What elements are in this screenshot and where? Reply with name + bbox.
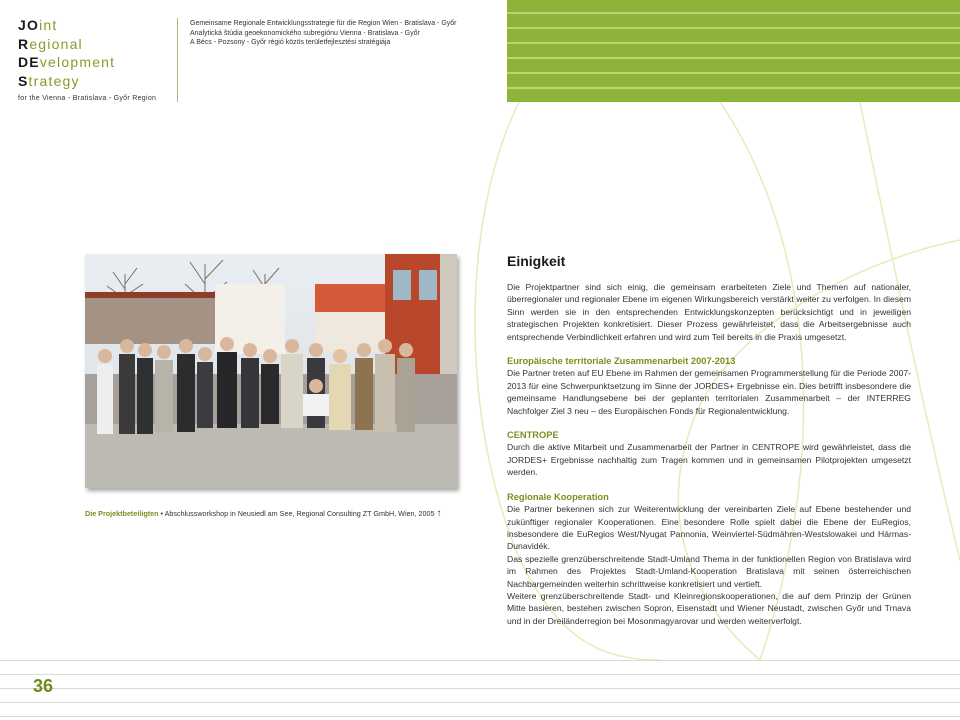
section-heading-centrope: CENTROPE (507, 430, 559, 441)
caption-text: • Abschlussworkshop in Neusiedl am See, Regional Consulting ZT GmbH, Wien, 2005 (158, 509, 435, 518)
header-title-de: Gemeinsame Regionale Entwicklungsstrategie für die Region Wien - Bratislava - Győr (190, 20, 457, 27)
jordes-logo (18, 16, 115, 90)
footer-line (0, 660, 960, 661)
photo-caption (85, 508, 442, 519)
section-regional-paragraph-3: Weitere grenzüberschreitende Stadt- und Kleinregionskooperationen, die auf dem Prinzip der Grünen Mitte basieren, bestehen zwischen Sopron, Eisenstadt und Wiener Neustadt, zwischen Győr und Trnava und in der Dreiländerregion bei Mosonmagyarovar und werden weiterverfolgt. (507, 590, 911, 626)
logo-line-2: Regional (18, 35, 83, 52)
section-centrope-paragraph: Durch die aktive Mitarbeit und Zusammenarbeit der Partner in CENTROPE wird gewährleistet, dass die JORDES+ Ergebnisse nachhaltig zum Tragen kommen und in gemeinsamen Pilotprojekten umgesetzt werden. (507, 442, 911, 478)
page-number: 36 (33, 676, 54, 696)
header-title-hu: A Bécs - Pozsony - Győr régió közös területfejlesztési stratégiája (190, 39, 391, 46)
section-heading-etz: Europäische territoriale Zusammenarbeit 2007-2013 (507, 356, 736, 367)
footer-line (0, 688, 960, 689)
logo-line-3: DEvelopment (18, 54, 116, 70)
logo-line-1: JOint (18, 17, 58, 33)
logo-subtitle: for the Vienna - Bratislava - Győr Region (18, 95, 157, 102)
footer-line (0, 716, 960, 717)
section-regional-paragraph-1: Die Partner bekennen sich zur Weiterentwicklung der vereinbarten Ziele auf Ebene bestehender und zukünftiger regionaler Kooperationen. Eine besondere Rolle spielt dabei die Ebene der EuRegios, insbesondere die EuRegios West/Nyugat Pannonia, Weinviertel-Südmähren-Westslowakei und Hármas-Dunavidék. (507, 504, 911, 552)
intro-paragraph: Die Projektpartner sind sich einig, die gemeinsam erarbeiteten Ziele und Themen auf nationaler, überregionaler und regionaler Ebene im eigenen Wirkungsbereich verstärkt weiter zu verfolgen. In diesem Sinn werden sie in den entsprechenden Entwicklungskonzepten berücksichtigt und in jeweiligen strategischen Projekten konkretisiert. Dieser Prozess gewährleistet, dass die Arbeitsergebnisse auch entsprechende Verbindlichkeit erfahren und wird zum Teil bereits in die Praxis umgesetzt. (507, 282, 911, 342)
header-title-sk: Analytická štúdia geoekonomického subregiónu Vienna - Bratislava - Győr (190, 29, 420, 37)
up-arrow-icon: ↑ (436, 508, 442, 519)
caption-title: Die Projektbeteiligten (85, 509, 159, 518)
section-etz-paragraph: Die Partner treten auf EU Ebene im Rahmen der gemeinsamen Programmerstellung für die Periode 2007-2013 für eine Schwerpunktsetzung im Sinne der JORDES+ Ergebnisse ein. Dies betrifft insbesondere die gemeinsame Handlungsebene bei der geplanten territorialen Zusammenarbeit – der INTERREG Nachfolger Ziel 3 neu – des Europäischen Fonds für Regionalentwicklung. (507, 368, 911, 416)
section-regional-paragraph-2: Das spezielle grenzüberschreitende Stadt-Umland Thema in der funktionellen Region von Bratislava wird im Rahmen des Projektes Stadt-Umland-Kooperation Bratislava mit seinen österreichischen Nachbargemeinden weiterhin schrittweise konkretisiert und vertieft. (507, 553, 911, 589)
logo-line-4: Strategy (18, 72, 80, 89)
header-titles (190, 19, 457, 48)
section-heading-regional: Regionale Kooperation (507, 491, 609, 502)
article-title: Einigkeit (507, 253, 566, 269)
footer-line (0, 674, 960, 675)
article-body (507, 253, 911, 627)
footer-line (0, 702, 960, 703)
header-divider (177, 18, 178, 102)
group-photo (85, 254, 457, 488)
green-stripe-banner (507, 0, 960, 102)
